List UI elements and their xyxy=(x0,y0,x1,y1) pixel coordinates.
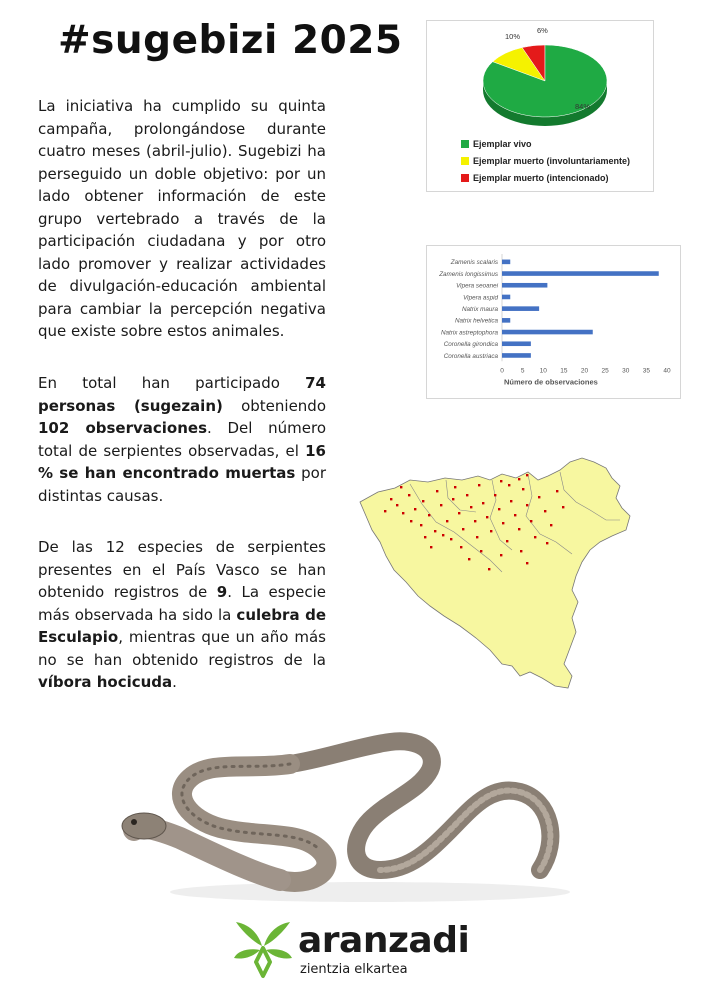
basque-country-map xyxy=(350,450,650,695)
snake-head xyxy=(122,813,166,839)
observations-count: 102 observaciones xyxy=(38,419,208,437)
bar-x-tick: 15 xyxy=(560,367,568,375)
bar-x-tick: 20 xyxy=(580,367,589,375)
legend-swatch-alive xyxy=(461,140,469,148)
bar-x-tick: 0 xyxy=(500,367,504,375)
bar-mark xyxy=(502,271,659,276)
observation-point xyxy=(544,510,546,512)
bar-category-label: Coronella austriaca xyxy=(443,352,498,360)
bar-category-label: Vipera seoanei xyxy=(456,282,498,290)
observation-point xyxy=(514,514,516,516)
legend-item-dead-involuntary: Ejemplar muerto (involuntariamente) xyxy=(461,156,630,166)
bar-category-label: Zamenis longissimus xyxy=(439,270,498,278)
bar-x-tick: 40 xyxy=(663,367,671,375)
observation-point xyxy=(440,504,442,506)
observation-point xyxy=(526,562,528,564)
observation-point xyxy=(396,504,398,506)
observation-point xyxy=(500,554,502,556)
legend-item-dead-intentional: Ejemplar muerto (intencionado) xyxy=(461,173,609,183)
observation-point xyxy=(526,474,528,476)
observation-point xyxy=(446,520,448,522)
observation-point xyxy=(550,524,552,526)
bar-x-tick: 10 xyxy=(539,367,547,375)
map-region-shape xyxy=(360,458,630,688)
pie-data-label-2: 6% xyxy=(537,26,548,35)
observation-point xyxy=(556,490,558,492)
participants-count: 74 personas (sugezain) xyxy=(38,374,326,415)
logo-leaf-top-right xyxy=(264,922,290,946)
observation-point xyxy=(526,504,528,506)
bar-mark xyxy=(502,330,593,335)
bar-chart-panel xyxy=(426,245,681,399)
bar-mark xyxy=(502,306,539,311)
legend-swatch-dead-involuntary xyxy=(461,157,469,165)
bar-x-tick: 25 xyxy=(601,367,609,375)
logo-leaf-right xyxy=(266,949,292,958)
observation-point xyxy=(510,500,512,502)
observation-point xyxy=(494,494,496,496)
observation-point xyxy=(436,490,438,492)
observation-point xyxy=(518,478,520,480)
observation-point xyxy=(450,538,452,540)
aranzadi-logo-icon xyxy=(232,918,294,980)
dead-percentage: 16 % se han encontrado muertas xyxy=(38,441,326,482)
observation-point xyxy=(470,506,472,508)
logo-leaf-top-left xyxy=(236,922,262,946)
species-recorded-count: 9 xyxy=(216,583,228,601)
observation-point xyxy=(384,510,386,512)
observation-point xyxy=(458,512,460,514)
bar-category-label: Vipera aspid xyxy=(463,294,498,302)
observation-point xyxy=(518,528,520,530)
bar-category-label: Zamenis scalaris xyxy=(450,259,498,267)
bar-mark xyxy=(502,260,510,265)
bar-x-tick: 5 xyxy=(520,367,525,375)
observation-point xyxy=(488,568,490,570)
observation-point xyxy=(506,540,508,542)
observation-point xyxy=(546,542,548,544)
observation-point xyxy=(498,508,500,510)
bar-mark xyxy=(502,283,547,288)
observation-point xyxy=(520,550,522,552)
observation-point xyxy=(460,546,462,548)
snake-illustration xyxy=(120,720,580,910)
observation-point xyxy=(502,522,504,524)
observation-point xyxy=(462,528,464,530)
observation-point xyxy=(466,494,468,496)
observation-point xyxy=(474,520,476,522)
observation-point xyxy=(452,498,454,500)
observation-point xyxy=(480,550,482,552)
pie-chart xyxy=(427,21,653,131)
observation-point xyxy=(408,494,410,496)
intro-paragraph: La iniciativa ha cumplido su quinta campaña, prolongándose durante cuatro meses (abril-julio). Sugebizi ha perseguido un doble objetivo: por un lado obtener información de este grupo vertebrado a través de la participación ciudadana y por otro lado promover y realizar actividades de divulgación-educación ambiental para cambiar la percepción negativa que existe sobre estos animales. xyxy=(38,97,326,340)
species-paragraph: De las 12 especies de serpientes presentes en el País Vasco se han obtenido registros de 9. La especie más observada ha sido la culebra de Esculapio, mientras que un año más no se han obtenido registros de la víbora hocicuda. xyxy=(38,538,327,691)
pie-data-label-1: 10% xyxy=(505,32,521,41)
page-title: #sugebizi 2025 xyxy=(58,18,403,63)
legend-swatch-dead-intentional xyxy=(461,174,469,182)
bar-category-label: Natrix astreptophora xyxy=(440,329,498,337)
observation-point xyxy=(482,502,484,504)
bar-category-label: Natrix maura xyxy=(461,305,498,313)
snake-shadow xyxy=(170,882,570,902)
observation-point xyxy=(490,530,492,532)
observation-point xyxy=(430,546,432,548)
bar-x-tick: 35 xyxy=(642,367,650,375)
logo-leaf-left xyxy=(234,949,260,958)
observation-point xyxy=(428,514,430,516)
pie-chart-panel xyxy=(426,20,654,192)
legend-item-alive: Ejemplar vivo xyxy=(461,139,532,149)
observation-point xyxy=(534,536,536,538)
bar-category-label: Coronella girondica xyxy=(443,341,498,349)
observation-point xyxy=(424,536,426,538)
observation-point xyxy=(414,508,416,510)
observation-point xyxy=(486,516,488,518)
logo-subtitle: zientzia elkartea xyxy=(300,962,408,977)
observation-point xyxy=(400,486,402,488)
pie-data-label-0: 84% xyxy=(575,102,591,111)
missing-species: víbora hocicuda xyxy=(38,673,173,691)
observation-point xyxy=(422,500,424,502)
observation-point xyxy=(420,524,422,526)
observation-point xyxy=(434,530,436,532)
observation-point xyxy=(508,484,510,486)
observation-point xyxy=(402,512,404,514)
observation-point xyxy=(530,520,532,522)
most-observed-species: culebra de Esculapio xyxy=(38,605,327,646)
observation-point xyxy=(442,534,444,536)
bar-mark xyxy=(502,318,510,323)
observation-point xyxy=(476,536,478,538)
bar-mark xyxy=(502,353,531,358)
observation-point xyxy=(390,498,392,500)
snake-eye xyxy=(131,819,137,825)
bar-category-label: Natrix helvetica xyxy=(454,317,498,325)
observation-point xyxy=(562,506,564,508)
observation-point xyxy=(410,520,412,522)
observation-point xyxy=(478,484,480,486)
bar-x-axis-label: Número de observaciones xyxy=(504,377,598,387)
participation-paragraph: En total han participado 74 personas (sugezain) obteniendo 102 observaciones. Del número total de serpientes observadas, el 16 % se han encontrado muertas por distintas causas. xyxy=(38,374,327,505)
bar-x-tick: 30 xyxy=(622,367,630,375)
observation-point xyxy=(522,488,524,490)
logo-stem xyxy=(256,948,270,976)
observation-point xyxy=(538,496,540,498)
observation-point xyxy=(468,558,470,560)
bar-mark xyxy=(502,341,531,346)
observation-point xyxy=(454,486,456,488)
bar-mark xyxy=(502,295,510,300)
bar-chart xyxy=(427,246,680,398)
logo-name: aranzadi xyxy=(298,920,470,961)
observation-point xyxy=(500,480,502,482)
